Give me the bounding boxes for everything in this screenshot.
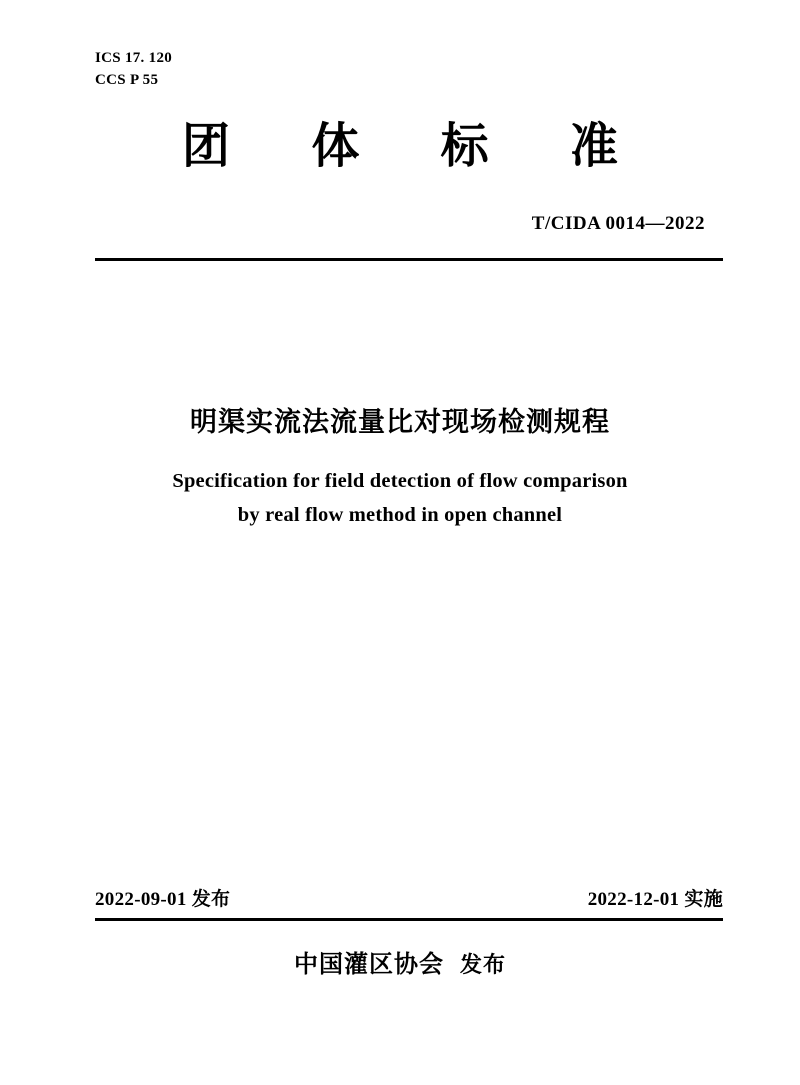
page-subtitle — [0, 465, 800, 533]
banner-title: 团 体 标 准 — [181, 120, 652, 173]
effective-date: 2022-12-01 实施 — [587, 889, 723, 910]
date-row — [95, 884, 723, 911]
ccs-code: CCS P 55 — [95, 71, 159, 88]
issue-date: 2022-09-01 发布 — [95, 889, 231, 910]
ics-code: ICS 17. 120 — [95, 50, 173, 66]
standard-number: T/CIDA 0014—2022 — [531, 213, 705, 234]
publisher-verb: 发布 — [459, 952, 506, 977]
divider-bottom — [95, 918, 723, 921]
publisher-row — [0, 944, 800, 979]
page-subtitle-line1: Specification for field detection of flow comparison — [172, 470, 628, 492]
publisher-name: 中国灌区协会 — [293, 951, 444, 978]
page-subtitle-line2: by real flow method in open channel — [237, 503, 563, 526]
classification-block — [95, 48, 172, 92]
page-title: 明渠实流法流量比对现场检测规程 — [190, 407, 610, 437]
divider-top — [95, 258, 723, 261]
